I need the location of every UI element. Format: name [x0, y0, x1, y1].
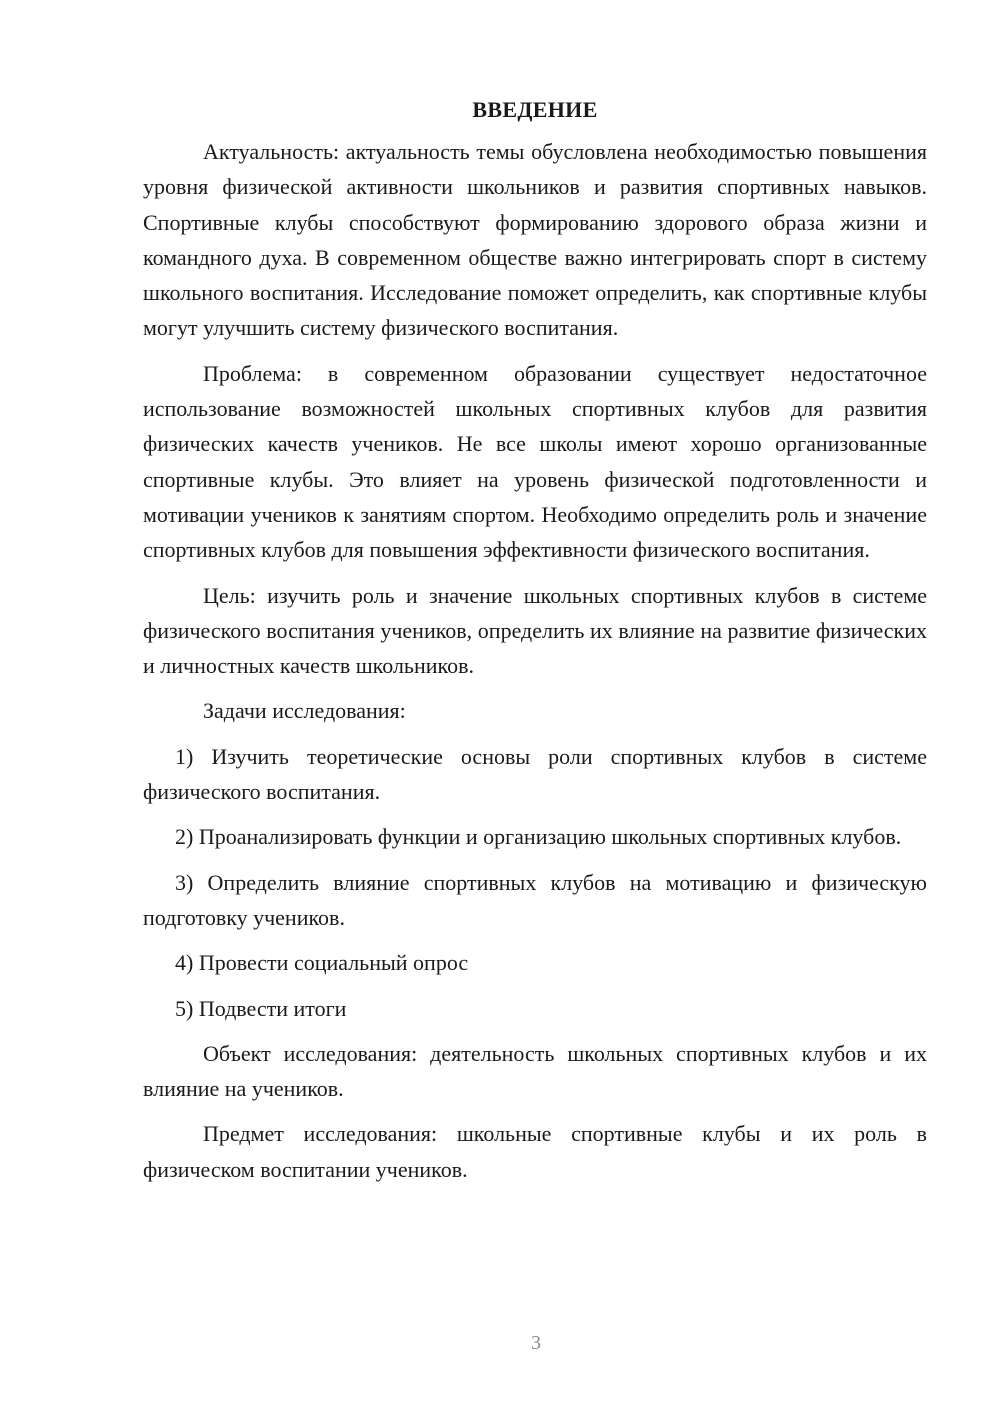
- goal-paragraph: Цель: изучить роль и значение школьных спортивных клубов в системе физического воспитания учеников, определить их влияние на развитие физических и личностных качеств школьников.: [143, 582, 927, 679]
- task-item: 5) Подвести итоги: [175, 995, 347, 1021]
- task-item: 4) Провести социальный опрос: [175, 950, 469, 976]
- subject-paragraph: Предмет исследования: школьные спортивные клубы и их роль в физическом воспитании учеников.: [143, 1121, 927, 1182]
- task-item: 1) Изучить теоретические основы роли спортивных клубов в системе физического воспитания.: [143, 743, 927, 805]
- section-title: ВВЕДЕНИЕ: [472, 97, 598, 122]
- problem-paragraph: Проблема: в современном образовании существует недостаточное использование возможностей школьных спортивных клубов для развития физических качеств учеников. Не все школы имеют хорошо организованные спортивные клубы. Это влияет на уровень физической подготовленности и мотивации учеников к занятиям спортом. Необходимо определить роль и значение спортивных клубов для повышения эффективности физического воспитания.: [143, 360, 927, 563]
- document-page: [143, 88, 927, 1197]
- page-number: 3: [531, 1332, 541, 1354]
- relevance-paragraph: Актуальность: актуальность темы обусловлена необходимостью повышения уровня физической активности школьников и развития спортивных навыков. Спортивные клубы способствуют формированию здорового образа жизни и командного духа. В современном обществе важно интегрировать спорт в систему школьного воспитания. Исследование поможет определить, как спортивные клубы могут улучшить систему физического воспитания.: [143, 139, 927, 341]
- task-item: 3) Определить влияние спортивных клубов на мотивацию и физическую подготовку учеников.: [143, 869, 927, 930]
- tasks-heading: Задачи исследования:: [203, 698, 406, 724]
- task-item: 2) Проанализировать функции и организацию школьных спортивных клубов.: [175, 824, 902, 850]
- object-paragraph: Объект исследования: деятельность школьных спортивных клубов и их влияние на учеников.: [143, 1040, 927, 1102]
